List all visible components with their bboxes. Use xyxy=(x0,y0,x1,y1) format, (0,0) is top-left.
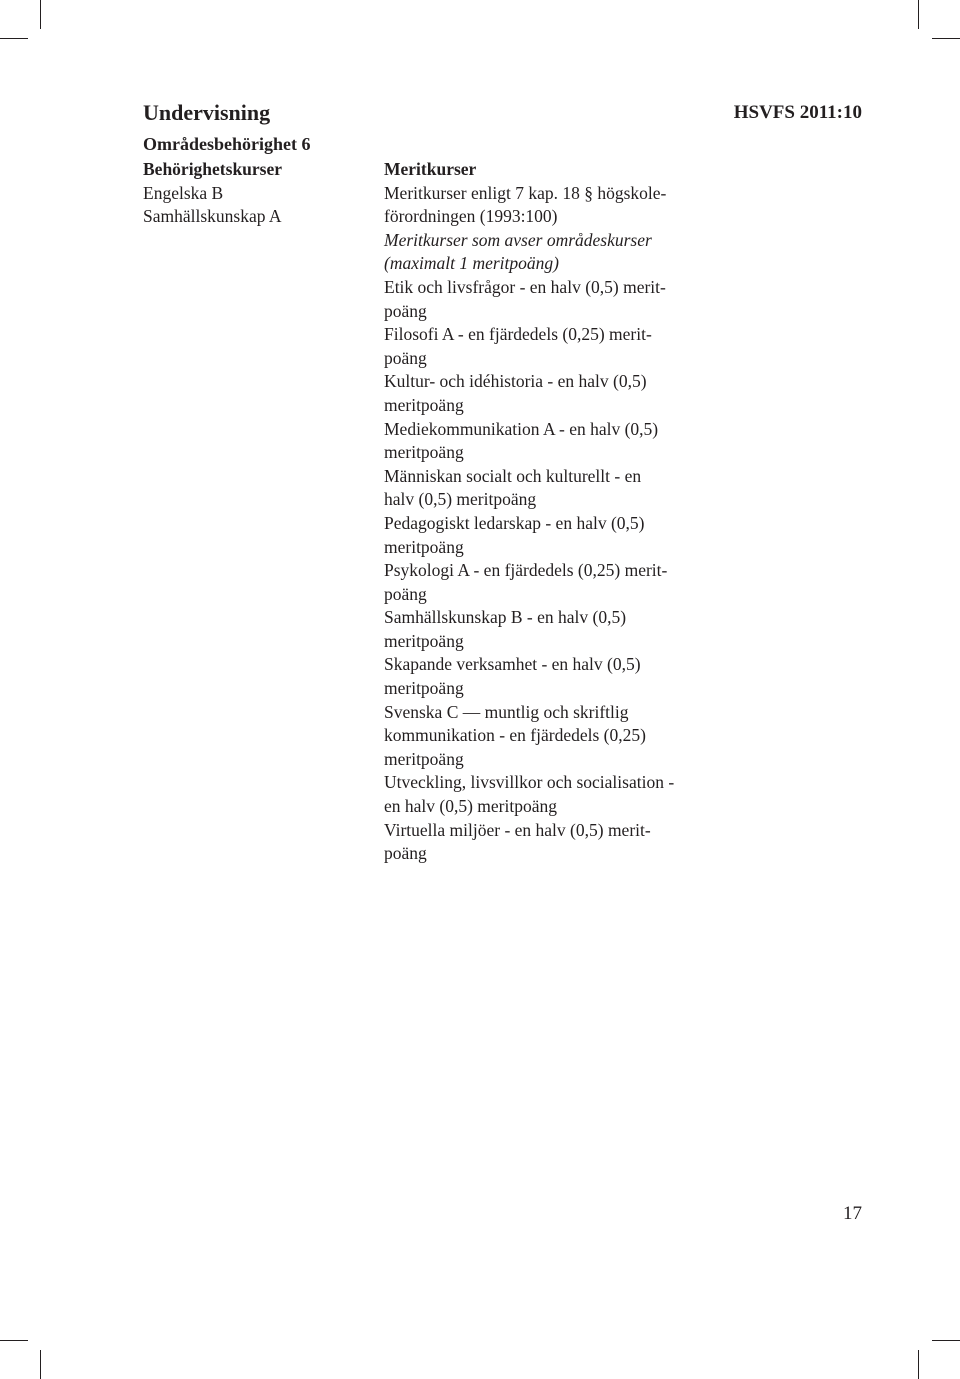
merit-course-line: halv (0,5) meritpoäng xyxy=(384,489,537,510)
merit-course-line: poäng xyxy=(384,583,427,604)
merit-course-line: Utveckling, livsvillkor och socialisation - xyxy=(384,772,675,793)
merit-course-line: Svenska C — muntlig och skriftlig xyxy=(384,701,629,722)
merit-course-line: en halv (0,5) meritpoäng xyxy=(384,796,558,817)
section-title: Undervisning xyxy=(143,100,271,125)
page-number: 17 xyxy=(843,1203,862,1224)
merit-course-line: meritpoäng xyxy=(384,748,464,769)
merit-course-line: poäng xyxy=(384,300,427,321)
merit-course-line: poäng xyxy=(384,347,427,368)
merit-course-line: Kultur- och idéhistoria - en halv (0,5) xyxy=(384,371,647,392)
merit-course-line: Människan socialt och kulturellt - en xyxy=(384,465,642,486)
crop-mark-bottom-left-horizontal xyxy=(0,1340,28,1341)
merit-course-line: Etik och livsfrågor - en halv (0,5) merit- xyxy=(384,276,666,297)
area-eligibility-title: Områdesbehörighet 6 xyxy=(143,134,311,154)
merit-course-line: Filosofi A - en fjärdedels (0,25) merit- xyxy=(384,324,652,345)
crop-mark-top-left xyxy=(40,0,41,29)
merit-reference-line-1: Meritkurser enligt 7 kap. 18 § högskole- xyxy=(384,182,667,203)
crop-mark-top-right xyxy=(918,0,919,29)
merit-course-line: meritpoäng xyxy=(384,442,464,463)
merit-courses-column xyxy=(384,158,684,866)
entry-requirement-course: Samhällskunskap A xyxy=(143,206,282,227)
entry-requirement-course: Engelska B xyxy=(143,182,224,203)
merit-course-line: meritpoäng xyxy=(384,630,464,651)
merit-course-list xyxy=(384,276,684,866)
entry-requirements-list xyxy=(143,182,363,229)
merit-course-line: Mediekommunikation A - en halv (0,5) xyxy=(384,418,659,439)
merit-course-line: Psykologi A - en fjärdedels (0,25) merit- xyxy=(384,560,668,581)
entry-requirements-column xyxy=(143,158,363,229)
merit-course-line: meritpoäng xyxy=(384,678,464,699)
merit-courses-heading: Meritkurser xyxy=(384,159,477,179)
merit-area-note-line-2: (maximalt 1 meritpoäng) xyxy=(384,253,559,274)
crop-mark-bottom-right-horizontal xyxy=(932,1340,960,1341)
merit-area-note-line-1: Meritkurser som avser områdeskurser xyxy=(384,229,652,250)
crop-mark-bottom-left xyxy=(40,1350,41,1379)
crop-mark-top-right-horizontal xyxy=(932,38,960,39)
merit-course-line: Virtuella miljöer - en halv (0,5) merit- xyxy=(384,819,651,840)
merit-course-line: kommunikation - en fjärdedels (0,25) xyxy=(384,725,646,746)
crop-mark-bottom-right xyxy=(918,1350,919,1379)
merit-course-line: poäng xyxy=(384,843,427,864)
entry-requirements-heading: Behörighetskurser xyxy=(143,159,283,179)
merit-course-line: Pedagogiskt ledarskap - en halv (0,5) xyxy=(384,512,645,533)
crop-mark-top-left-horizontal xyxy=(0,38,28,39)
merit-course-line: meritpoäng xyxy=(384,394,464,415)
merit-course-line: Samhällskunskap B - en halv (0,5) xyxy=(384,607,627,628)
document-code: HSVFS 2011:10 xyxy=(733,102,862,123)
merit-course-line: meritpoäng xyxy=(384,536,464,557)
merit-reference-line-2: förordningen (1993:100) xyxy=(384,206,558,227)
merit-course-line: Skapande verksamhet - en halv (0,5) xyxy=(384,654,641,675)
